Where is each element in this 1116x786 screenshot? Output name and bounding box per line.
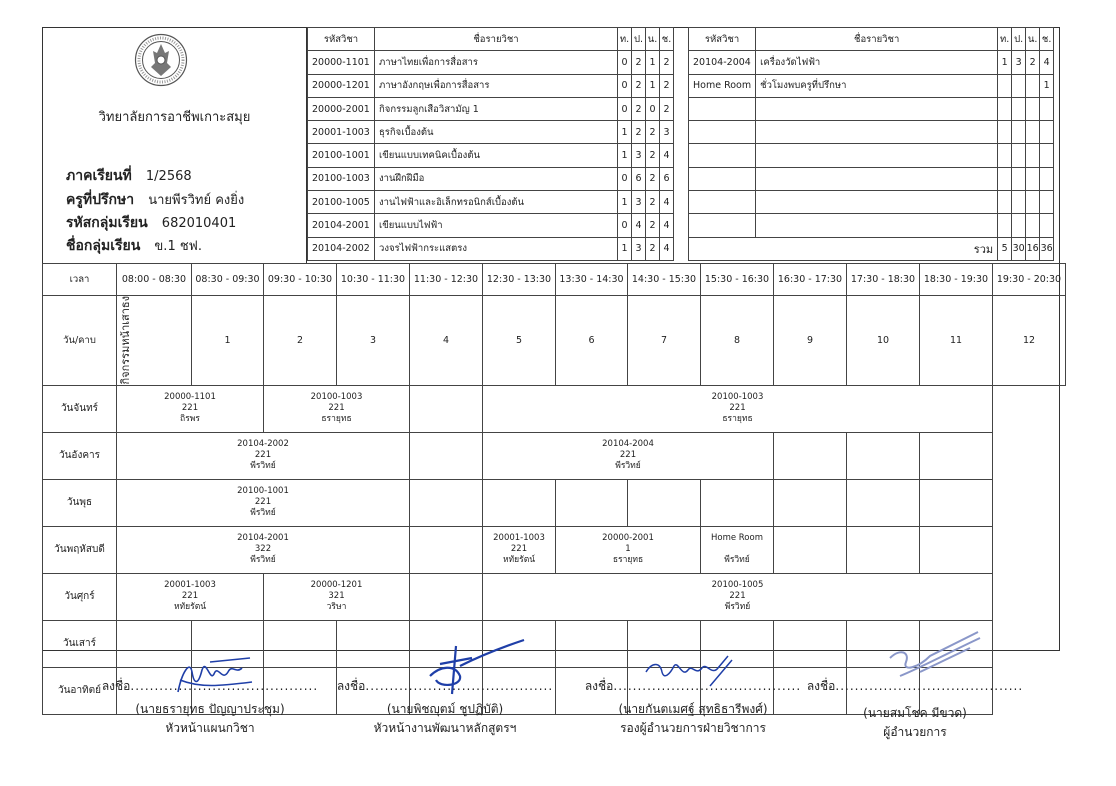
subject-row-empty [689, 167, 1054, 190]
header-t: ท. [998, 28, 1012, 51]
empty-cell [1026, 167, 1040, 190]
subject-name: ภาษาไทยเพื่อการสื่อสาร [375, 51, 618, 74]
period-number: 12 [993, 296, 1066, 386]
total-p: 30 [1012, 237, 1026, 260]
group-name-row [66, 235, 202, 257]
signer-role: รองผู้อำนวยการฝ่ายวิชาการ [620, 721, 766, 735]
signature-prefix: ลงชื่อ [101, 679, 131, 693]
group-code-row [66, 212, 236, 234]
empty-cell [1012, 97, 1026, 120]
class-slot [264, 385, 410, 432]
credit-p: 6 [632, 167, 646, 190]
signature-scribble-2-icon [400, 636, 530, 696]
signer-role: หัวหน้างานพัฒนาหลักสูตรฯ [373, 721, 517, 735]
time-slot: 08:00 - 08:30 [117, 264, 192, 296]
signature-scribble-1-icon [170, 652, 260, 697]
empty-slot [847, 526, 920, 573]
time-slot: 17:30 - 18:30 [847, 264, 920, 296]
subject-name: เขียนแบบเทคนิคเบื้องต้น [375, 144, 618, 167]
empty-slot [410, 573, 483, 620]
credit-c: 2 [660, 74, 674, 97]
subject-code: 20100-1003 [308, 167, 375, 190]
day-row [43, 385, 1066, 432]
period-number: 3 [337, 296, 410, 386]
time-slot: 18:30 - 19:30 [920, 264, 993, 296]
credit-t: 0 [618, 167, 632, 190]
semester-value: 1/2568 [145, 169, 192, 184]
subject-row [308, 237, 674, 260]
time-row [43, 264, 1066, 296]
period-number: 2 [264, 296, 337, 386]
period-row [43, 296, 1066, 386]
subject-name: งานไฟฟ้าและอิเล็กทรอนิกส์เบื้องต้น [375, 191, 618, 214]
credit-n: 2 [646, 121, 660, 144]
slot-room: 221 [254, 450, 272, 461]
slot-teacher: พีรวิทย์ [250, 555, 276, 566]
empty-cell [1026, 121, 1040, 144]
credit-n: 2 [646, 237, 660, 260]
empty-cell [1040, 97, 1054, 120]
empty-cell [1026, 144, 1040, 167]
subject-table-right [688, 27, 1054, 261]
period-number: 4 [410, 296, 483, 386]
period-number: 7 [628, 296, 701, 386]
credit-t: 0 [618, 51, 632, 74]
subject-code: 20100-1005 [308, 191, 375, 214]
empty-cell [689, 121, 756, 144]
signature-prefix: ลงชื่อ [806, 679, 836, 693]
credit-p: 3 [632, 144, 646, 167]
signature-scribble-3-icon [640, 650, 740, 690]
empty-cell [756, 214, 998, 237]
time-slot: 19:30 - 20:30 [993, 264, 1066, 296]
empty-cell [998, 144, 1012, 167]
subject-code: 20000-1201 [308, 74, 375, 97]
slot-teacher: หทัยรัตน์ [173, 602, 207, 613]
subject-row [308, 51, 674, 74]
subject-row [689, 74, 1054, 97]
class-slot [264, 573, 410, 620]
day-row [43, 479, 1066, 526]
signature-block-2: ลงชื่อ....................................... (นายพิชญุตม์ ชูปฏิบัติ) หัวหน้างานพัฒนาหลักสูตรฯ [330, 677, 560, 738]
empty-slot [920, 526, 993, 573]
empty-cell [1012, 214, 1026, 237]
empty-cell [1040, 191, 1054, 214]
empty-slot [483, 479, 556, 526]
slot-code: 20000-1201 [310, 580, 363, 591]
empty-cell [689, 97, 756, 120]
empty-cell [1040, 121, 1054, 144]
slot-teacher: ธรายุทธ [612, 555, 644, 566]
slot-code: 20104-2002 [237, 439, 289, 450]
signature-prefix: ลงชื่อ [336, 679, 366, 693]
subject-row [308, 121, 674, 144]
signer-role: หัวหน้าแผนกวิชา [165, 721, 255, 735]
empty-cell [1012, 144, 1026, 167]
empty-slot [556, 479, 628, 526]
signer-name: (นายพิชญุตม์ ชูปฏิบัติ) [386, 702, 504, 716]
slot-teacher: พีรวิทย์ [250, 461, 276, 472]
class-slot [483, 526, 556, 573]
signer-name: (นายสมโชค มีขวด) [863, 706, 967, 720]
slot-teacher: พีรวิทย์ [615, 461, 641, 472]
subject-name: ชั่วโมงพบครูที่ปรึกษา [756, 74, 998, 97]
empty-cell [1026, 191, 1040, 214]
slot-room [701, 544, 773, 555]
total-c: 36 [1040, 237, 1054, 260]
slot-teacher: วริษา [326, 602, 347, 613]
day-name: วันพุธ [43, 479, 117, 526]
empty-slot [556, 620, 628, 667]
class-slot [117, 432, 410, 479]
credit-t: 0 [618, 214, 632, 237]
period-label: วัน/คาบ [43, 296, 117, 386]
empty-cell [689, 144, 756, 167]
signer-role: ผู้อำนวยการ [883, 725, 947, 739]
semester-row [66, 165, 192, 187]
subject-header-row [308, 28, 674, 51]
period-number: 1 [192, 296, 264, 386]
empty-slot [410, 479, 483, 526]
header-c: ช. [660, 28, 674, 51]
credit-t: 1 [618, 144, 632, 167]
credit-t: 1 [998, 51, 1012, 74]
subject-name: วงจรไฟฟ้ากระแสตรง [375, 237, 618, 260]
group-code-value: 682010401 [161, 216, 237, 231]
subject-row [308, 214, 674, 237]
subject-code: 20104-2002 [308, 237, 375, 260]
day-name: วันเสาร์ [43, 620, 117, 667]
subject-row [308, 97, 674, 120]
slot-room: 221 [729, 403, 746, 414]
subject-name: เขียนแบบไฟฟ้า [375, 214, 618, 237]
empty-slot [628, 479, 701, 526]
subject-name: ธุรกิจเบื้องต้น [375, 121, 618, 144]
empty-cell [1040, 167, 1054, 190]
empty-slot [847, 479, 920, 526]
slot-room: 221 [254, 497, 272, 508]
empty-cell [756, 121, 998, 144]
header-p: ป. [1012, 28, 1026, 51]
header-code: รหัสวิชา [308, 28, 375, 51]
time-slot: 12:30 - 13:30 [483, 264, 556, 296]
time-slot: 14:30 - 15:30 [628, 264, 701, 296]
signature-block-1: ลงชื่อ....................................... (นายธรายุทธ ปัญญาประชุม) หัวหน้าแผนกวิชา [95, 677, 325, 738]
header-c: ช. [1040, 28, 1054, 51]
semester-label: ภาคเรียนที่ [66, 168, 132, 184]
empty-cell [998, 191, 1012, 214]
credit-n: 2 [1026, 51, 1040, 74]
subject-code: 20100-1001 [308, 144, 375, 167]
credit-c: 4 [660, 237, 674, 260]
empty-slot [774, 479, 847, 526]
slot-code: 20100-1005 [711, 580, 764, 591]
slot-code: 20000-1101 [164, 392, 216, 403]
slot-code: 20100-1001 [237, 486, 289, 497]
college-name: วิทยาลัยการอาชีพเกาะสมุย [98, 110, 251, 125]
slot-teacher: หทัยรัตน์ [502, 555, 536, 566]
header-n: น. [646, 28, 660, 51]
class-slot [117, 573, 264, 620]
empty-cell [756, 144, 998, 167]
advisor-label: ครูที่ปรึกษา [66, 192, 135, 208]
slot-code: 20001-1003 [164, 580, 216, 591]
credit-p: 2 [632, 121, 646, 144]
slot-teacher: พีรวิทย์ [724, 555, 750, 566]
class-slot [483, 385, 993, 432]
empty-cell [689, 214, 756, 237]
slot-room: 221 [729, 591, 746, 602]
signature-scribble-4-icon [870, 628, 990, 688]
total-row [689, 237, 1054, 260]
credit-n [1026, 74, 1040, 97]
class-slot [117, 479, 410, 526]
slot-code: 20001-1003 [493, 533, 545, 544]
subject-table-left [307, 27, 674, 261]
slot-code: 20100-1003 [711, 392, 764, 403]
empty-slot [410, 526, 483, 573]
day-name: วันศุกร์ [43, 573, 117, 620]
credit-p [1012, 74, 1026, 97]
credit-t: 0 [618, 97, 632, 120]
subject-code: Home Room [689, 74, 756, 97]
class-slot [483, 432, 774, 479]
credit-c: 2 [660, 51, 674, 74]
empty-cell [689, 167, 756, 190]
period-number: 10 [847, 296, 920, 386]
time-label: เวลา [43, 264, 117, 296]
signature-prefix: ลงชื่อ [584, 679, 614, 693]
empty-slot [410, 432, 483, 479]
empty-cell [1026, 214, 1040, 237]
slot-room: 221 [328, 403, 345, 414]
time-slot: 09:30 - 10:30 [264, 264, 337, 296]
subject-code: 20001-1003 [308, 121, 375, 144]
total-n: 16 [1026, 237, 1040, 260]
subject-row [308, 191, 674, 214]
advisor-row [66, 189, 244, 211]
period-number: 11 [920, 296, 993, 386]
class-slot [483, 573, 993, 620]
slot-teacher: พีรวิทย์ [250, 508, 276, 519]
credit-t [998, 74, 1012, 97]
slot-code: Home Room [710, 533, 763, 544]
empty-cell [998, 167, 1012, 190]
credit-c: 2 [660, 97, 674, 120]
credit-n: 2 [646, 214, 660, 237]
subject-row-empty [689, 214, 1054, 237]
credit-n: 2 [646, 167, 660, 190]
credit-p: 3 [1012, 51, 1026, 74]
credit-n: 2 [646, 144, 660, 167]
header-name: ชื่อรายวิชา [375, 28, 618, 51]
empty-slot [847, 432, 920, 479]
slot-teacher: ธรายุทธ [722, 414, 753, 425]
total-label: รวม [689, 237, 998, 260]
credit-c: 4 [660, 214, 674, 237]
header-n: น. [1026, 28, 1040, 51]
credit-n: 1 [646, 74, 660, 97]
subject-row [308, 74, 674, 97]
empty-slot [774, 526, 847, 573]
subject-code: 20000-1101 [308, 51, 375, 74]
homeroom-activity-label: กิจกรรมหน้าเสาธง [119, 296, 132, 385]
credit-c: 4 [1040, 51, 1054, 74]
slot-room: 221 [181, 591, 199, 602]
class-slot [701, 526, 774, 573]
subject-code: 20000-2001 [308, 97, 375, 120]
subject-row [308, 167, 674, 190]
time-slot: 13:30 - 14:30 [556, 264, 628, 296]
subject-row-empty [689, 144, 1054, 167]
slot-teacher: ถิรพร [180, 414, 200, 425]
empty-slot [920, 479, 993, 526]
header-p: ป. [632, 28, 646, 51]
empty-slot [920, 432, 993, 479]
header-t: ท. [618, 28, 632, 51]
empty-slot [410, 385, 483, 432]
subject-header-row [689, 28, 1054, 51]
credit-p: 3 [632, 191, 646, 214]
slot-teacher: พีรวิทย์ [724, 602, 751, 613]
time-slot: 08:30 - 09:30 [192, 264, 264, 296]
credit-p: 2 [632, 74, 646, 97]
slot-room: 322 [254, 544, 272, 555]
empty-cell [998, 97, 1012, 120]
subject-name: กิจกรรมลูกเสือวิสามัญ 1 [375, 97, 618, 120]
signature-block-3: ลงชื่อ....................................... (นายกันตเมศฐ์ สุทธิธารีพงศ์) รองผู้อำนวยการฝ่ายวิชาการ [568, 677, 818, 738]
empty-slot [774, 432, 847, 479]
day-row [43, 432, 1066, 479]
empty-cell [1040, 214, 1054, 237]
day-name: วันอังคาร [43, 432, 117, 479]
period-number: 8 [701, 296, 774, 386]
subject-code: 20104-2004 [689, 51, 756, 74]
signature-block-4: ลงชื่อ....................................... (นายสมโชค มีขวด) ผู้อำนวยการ [800, 677, 1030, 742]
class-slot [117, 526, 410, 573]
credit-t: 1 [618, 121, 632, 144]
empty-cell [1026, 97, 1040, 120]
subject-name: เครื่องวัดไฟฟ้า [756, 51, 998, 74]
empty-cell [1012, 191, 1026, 214]
group-code-label: รหัสกลุ่มเรียน [66, 215, 148, 231]
credit-n: 0 [646, 97, 660, 120]
credit-t: 1 [618, 191, 632, 214]
credit-n: 1 [646, 51, 660, 74]
day-name: วันจันทร์ [43, 385, 117, 432]
empty-slot [701, 479, 774, 526]
credit-p: 3 [632, 237, 646, 260]
credit-c: 4 [660, 144, 674, 167]
day-name: วันพฤหัสบดี [43, 526, 117, 573]
slot-code: 20104-2004 [602, 439, 654, 450]
empty-cell [1012, 167, 1026, 190]
subject-name: ภาษาอังกฤษเพื่อการสื่อสาร [375, 74, 618, 97]
slot-room: 1 [625, 544, 631, 555]
subject-name: งานฝึกฝีมือ [375, 167, 618, 190]
group-name-label: ชื่อกลุ่มเรียน [66, 238, 141, 254]
subject-row [308, 144, 674, 167]
slot-code: 20104-2001 [237, 533, 289, 544]
signer-name: (นายกันตเมศฐ์ สุทธิธารีพงศ์) [618, 702, 768, 716]
time-slot: 10:30 - 11:30 [337, 264, 410, 296]
subject-row-empty [689, 121, 1054, 144]
header-code: รหัสวิชา [689, 28, 756, 51]
empty-cell [756, 97, 998, 120]
day-name: วันอาทิตย์ [43, 667, 117, 714]
period-number: 6 [556, 296, 628, 386]
credit-c: 3 [660, 121, 674, 144]
empty-cell [1012, 121, 1026, 144]
credit-t: 1 [618, 237, 632, 260]
empty-slot [774, 620, 847, 667]
empty-cell [998, 121, 1012, 144]
empty-slot [264, 620, 337, 667]
empty-cell [1040, 144, 1054, 167]
slot-room: 221 [181, 403, 199, 414]
total-t: 5 [998, 237, 1012, 260]
credit-p: 2 [632, 97, 646, 120]
subject-row-empty [689, 97, 1054, 120]
period-number: 5 [483, 296, 556, 386]
advisor-value: นายพีรวิทย์ คงยิ่ง [148, 193, 245, 208]
empty-cell [756, 191, 998, 214]
slot-code: 20100-1003 [310, 392, 363, 403]
period-number: 9 [774, 296, 847, 386]
subject-row-empty [689, 191, 1054, 214]
subject-row [689, 51, 1054, 74]
empty-cell [689, 191, 756, 214]
class-slot [556, 526, 701, 573]
time-slot: 11:30 - 12:30 [410, 264, 483, 296]
empty-slot [337, 620, 410, 667]
credit-c: 6 [660, 167, 674, 190]
credit-n: 2 [646, 191, 660, 214]
slot-room: 221 [619, 450, 637, 461]
credit-t: 0 [618, 74, 632, 97]
credit-c: 1 [1040, 74, 1054, 97]
signer-name: (นายธรายุทธ ปัญญาประชุม) [135, 702, 285, 716]
group-name-value: ข.1 ชฟ. [154, 239, 203, 254]
slot-room: 321 [328, 591, 345, 602]
college-seal-icon [134, 33, 188, 87]
time-slot: 16:30 - 17:30 [774, 264, 847, 296]
slot-code: 20000-2001 [602, 533, 654, 544]
subject-code: 20104-2001 [308, 214, 375, 237]
slot-room: 221 [510, 544, 528, 555]
class-slot [117, 385, 264, 432]
slot-teacher: ธรายุทธ [321, 414, 352, 425]
credit-p: 4 [632, 214, 646, 237]
header-name: ชื่อรายวิชา [756, 28, 998, 51]
credit-c: 4 [660, 191, 674, 214]
time-slot: 15:30 - 16:30 [701, 264, 774, 296]
day-row [43, 526, 1066, 573]
empty-cell [998, 214, 1012, 237]
homeroom-activity-cell [117, 296, 192, 386]
empty-cell [756, 167, 998, 190]
day-row [43, 573, 1066, 620]
credit-p: 2 [632, 51, 646, 74]
